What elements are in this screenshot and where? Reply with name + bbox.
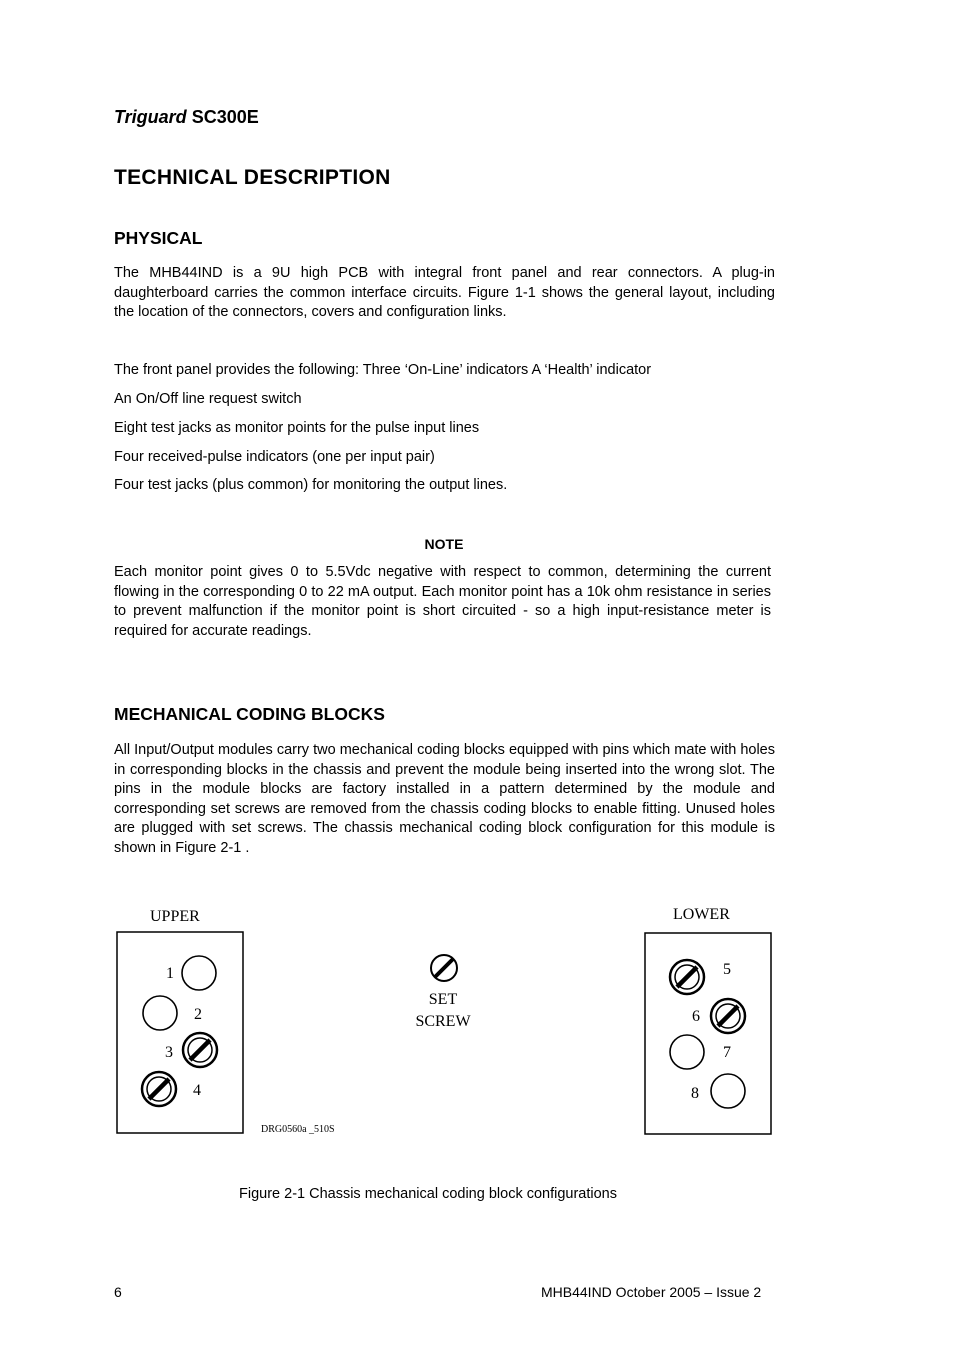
front-panel-line-3: Eight test jacks as monitor points for the pulse input lines <box>114 420 480 436</box>
lower-hole-5 <box>670 960 731 994</box>
lower-hole-label: 6 <box>692 1008 700 1025</box>
page-number: 6 <box>114 1284 122 1300</box>
physical-paragraph: The MHB44IND is a 9U high PCB with integral front panel and rear connectors. A plug-in daughterboard carries the common interface circuits. Figure 1-1 shows the general layout, including the location of the connectors, covers and configuration links. <box>114 265 775 320</box>
front-panel-line-4: Four received-pulse indicators (one per input pair) <box>114 449 435 465</box>
front-panel-line-5: Four test jacks (plus common) for monitoring the output lines. <box>114 477 508 493</box>
upper-hole-label: 1 <box>166 965 174 982</box>
note-text: Each monitor point gives 0 to 5.5Vdc negative with respect to common, determining the current flowing in the corresponding 0 to 22 mA output. Each monitor point has a 10k ohm resistance in series to prevent malfunction if the monitor point is short circuited - so a high input-resistance meter is required for accurate readings. <box>114 564 771 639</box>
upper-hole-label: 2 <box>194 1006 202 1023</box>
upper-hole-label: 3 <box>165 1044 173 1061</box>
lower-hole-label: 7 <box>723 1044 731 1061</box>
coding-block-figure <box>100 895 790 1145</box>
model-name: SC300E <box>191 107 259 127</box>
upper-label: UPPER <box>150 908 200 925</box>
legend-screw: SCREW <box>415 1013 471 1030</box>
upper-hole-4 <box>142 1072 201 1106</box>
upper-hole-2 <box>143 996 202 1030</box>
upper-block <box>117 932 243 1133</box>
lower-hole-7 <box>670 1035 731 1069</box>
running-header <box>114 107 259 128</box>
coding-paragraph: All Input/Output modules carry two mechanical coding blocks equipped with pins which mate with holes in corresponding blocks in the chassis and prevent the module being inserted into the wrong slot. The pins in the module blocks are factory installed in a pattern determined by the module and corresponding set screws are removed from the chassis coding blocks to enable fitting. Unused holes are plugged with set screws. The chassis mechanical coding block configuration for this module is shown in Figure 2-1 . <box>114 742 775 856</box>
lower-label: LOWER <box>673 906 730 923</box>
lower-hole-8 <box>691 1074 745 1108</box>
page-title: TECHNICAL DESCRIPTION <box>114 166 391 189</box>
coding-holes <box>142 956 745 1108</box>
lower-hole-label: 5 <box>723 961 731 978</box>
lower-hole-6 <box>692 999 745 1033</box>
note-heading: NOTE <box>424 536 464 552</box>
lower-hole-label: 8 <box>691 1085 699 1102</box>
upper-hole-label: 4 <box>193 1082 201 1099</box>
legend-set: SET <box>428 991 458 1008</box>
lower-block <box>645 933 771 1134</box>
upper-hole-3 <box>165 1033 217 1067</box>
drawing-reference: DRG0560a _510S <box>261 1124 335 1135</box>
front-panel-line-2: An On/Off line request switch <box>114 391 302 407</box>
physical-heading: PHYSICAL <box>114 228 203 248</box>
upper-hole-1 <box>166 956 216 990</box>
coding-heading: MECHANICAL CODING BLOCKS <box>114 704 385 724</box>
front-panel-line-1: The front panel provides the following: Three ‘On-Line’ indicators A ‘Health’ indicator <box>114 362 652 378</box>
set-screw-icon <box>431 955 457 981</box>
brand-name: Triguard <box>114 107 187 127</box>
document-reference: MHB44IND October 2005 – Issue 2 <box>541 1284 762 1300</box>
figure-caption: Figure 2-1 Chassis mechanical coding block configurations <box>239 1186 617 1202</box>
